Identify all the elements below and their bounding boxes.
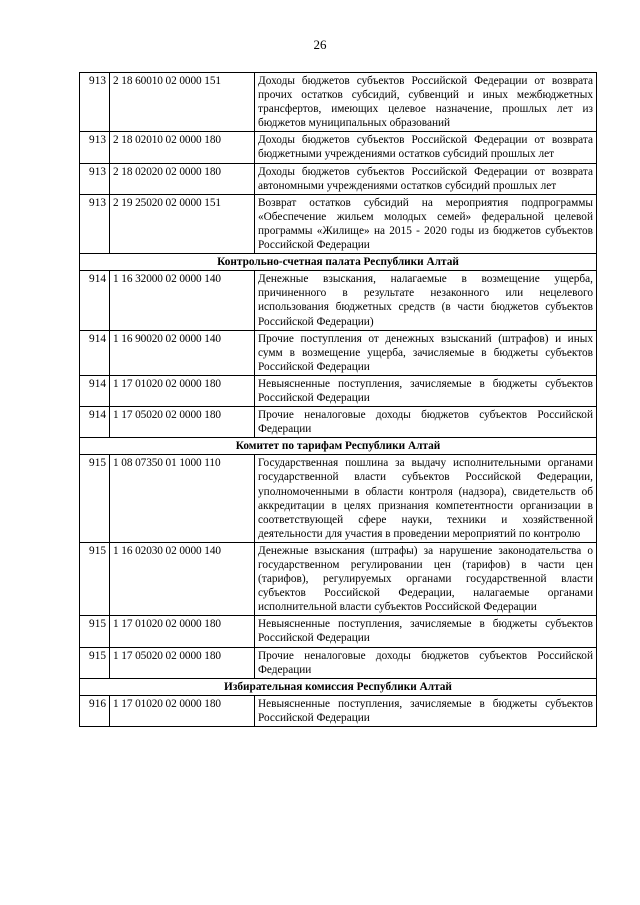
admin-code-cell: 915 xyxy=(80,647,110,678)
table-row xyxy=(80,542,597,615)
income-name-cell: Прочие неналоговые доходы бюджетов субъектов Российской Федерации xyxy=(255,407,597,438)
table-row xyxy=(80,73,597,132)
kbk-code-cell: 1 08 07350 01 1000 110 xyxy=(110,455,255,543)
kbk-code-cell: 1 17 05020 02 0000 180 xyxy=(110,647,255,678)
section-title: Избирательная комиссия Республики Алтай xyxy=(80,678,597,695)
income-name-cell: Денежные взыскания, налагаемые в возмещение ущерба, причиненного в результате незаконного или нецелевого использования бюджетных средств (в части бюджетов субъектов Российской Федерации) xyxy=(255,271,597,330)
section-title: Комитет по тарифам Республики Алтай xyxy=(80,438,597,455)
kbk-code-cell: 1 17 05020 02 0000 180 xyxy=(110,407,255,438)
kbk-code-cell: 1 16 32000 02 0000 140 xyxy=(110,271,255,330)
kbk-code-cell: 1 17 01020 02 0000 180 xyxy=(110,375,255,406)
table-row xyxy=(80,616,597,647)
kbk-code-cell: 1 16 90020 02 0000 140 xyxy=(110,330,255,375)
table-row xyxy=(80,455,597,543)
section-header-row xyxy=(80,438,597,455)
admin-code-cell: 913 xyxy=(80,163,110,194)
income-name-cell: Государственная пошлина за выдачу исполнительными органами государственной власти субъектов Российской Федерации, уполномоченными в области контроля (надзора), свидетельств об аккредитации в целях признания компетентности организации в соответствующей сфере науки, техники и хозяйственной деятельности для участия в проведении мероприятий по контролю xyxy=(255,455,597,543)
admin-code-cell: 915 xyxy=(80,455,110,543)
income-name-cell: Прочие поступления от денежных взысканий (штрафов) и иных сумм в возмещение ущерба, зачисляемые в бюджеты субъектов Российской Федерации xyxy=(255,330,597,375)
kbk-code-cell: 1 17 01020 02 0000 180 xyxy=(110,695,255,726)
section-title: Контрольно-счетная палата Республики Алтай xyxy=(80,254,597,271)
admin-code-cell: 913 xyxy=(80,132,110,163)
table-row xyxy=(80,695,597,726)
admin-code-cell: 915 xyxy=(80,542,110,615)
table-row xyxy=(80,194,597,253)
income-name-cell: Возврат остатков субсидий на мероприятия подпрограммы «Обеспечение жильем молодых семей» федеральной целевой программы «Жилище» на 2015 - 2020 годы из бюджетов субъектов Российской Федерации xyxy=(255,194,597,253)
table-row xyxy=(80,407,597,438)
section-header-row xyxy=(80,254,597,271)
table-row xyxy=(80,163,597,194)
table-row xyxy=(80,647,597,678)
income-name-cell: Доходы бюджетов субъектов Российской Федерации от возврата бюджетными учреждениями остатков субсидий прошлых лет xyxy=(255,132,597,163)
budget-codes-table xyxy=(79,72,597,727)
section-header-row xyxy=(80,678,597,695)
admin-code-cell: 914 xyxy=(80,407,110,438)
kbk-code-cell: 2 19 25020 02 0000 151 xyxy=(110,194,255,253)
income-name-cell: Доходы бюджетов субъектов Российской Федерации от возврата автономными учреждениями остатков субсидий прошлых лет xyxy=(255,163,597,194)
kbk-code-cell: 1 16 02030 02 0000 140 xyxy=(110,542,255,615)
admin-code-cell: 913 xyxy=(80,73,110,132)
table-row xyxy=(80,330,597,375)
kbk-code-cell: 2 18 02010 02 0000 180 xyxy=(110,132,255,163)
kbk-code-cell: 2 18 60010 02 0000 151 xyxy=(110,73,255,132)
admin-code-cell: 916 xyxy=(80,695,110,726)
income-name-cell: Невыясненные поступления, зачисляемые в бюджеты субъектов Российской Федерации xyxy=(255,695,597,726)
income-name-cell: Невыясненные поступления, зачисляемые в бюджеты субъектов Российской Федерации xyxy=(255,375,597,406)
kbk-code-cell: 1 17 01020 02 0000 180 xyxy=(110,616,255,647)
admin-code-cell: 915 xyxy=(80,616,110,647)
table-row xyxy=(80,271,597,330)
table-row xyxy=(80,132,597,163)
table-body xyxy=(80,73,597,727)
income-name-cell: Доходы бюджетов субъектов Российской Федерации от возврата прочих остатков субсидий, субвенций и иных межбюджетных трансфертов, имеющих целевое назначение, прошлых лет из бюджетов муниципальных образований xyxy=(255,73,597,132)
income-name-cell: Прочие неналоговые доходы бюджетов субъектов Российской Федерации xyxy=(255,647,597,678)
admin-code-cell: 914 xyxy=(80,330,110,375)
table-row xyxy=(80,375,597,406)
kbk-code-cell: 2 18 02020 02 0000 180 xyxy=(110,163,255,194)
admin-code-cell: 914 xyxy=(80,375,110,406)
income-name-cell: Денежные взыскания (штрафы) за нарушение законодательства о государственном регулировании цен (тарифов) в части цен (тарифов), регулируемых органами государственной власти субъектов Российской Федерации, налагаемые органами исполнительной власти субъектов Российской Федерации xyxy=(255,542,597,615)
admin-code-cell: 913 xyxy=(80,194,110,253)
page-number: 26 xyxy=(313,37,327,52)
income-name-cell: Невыясненные поступления, зачисляемые в бюджеты субъектов Российской Федерации xyxy=(255,616,597,647)
admin-code-cell: 914 xyxy=(80,271,110,330)
